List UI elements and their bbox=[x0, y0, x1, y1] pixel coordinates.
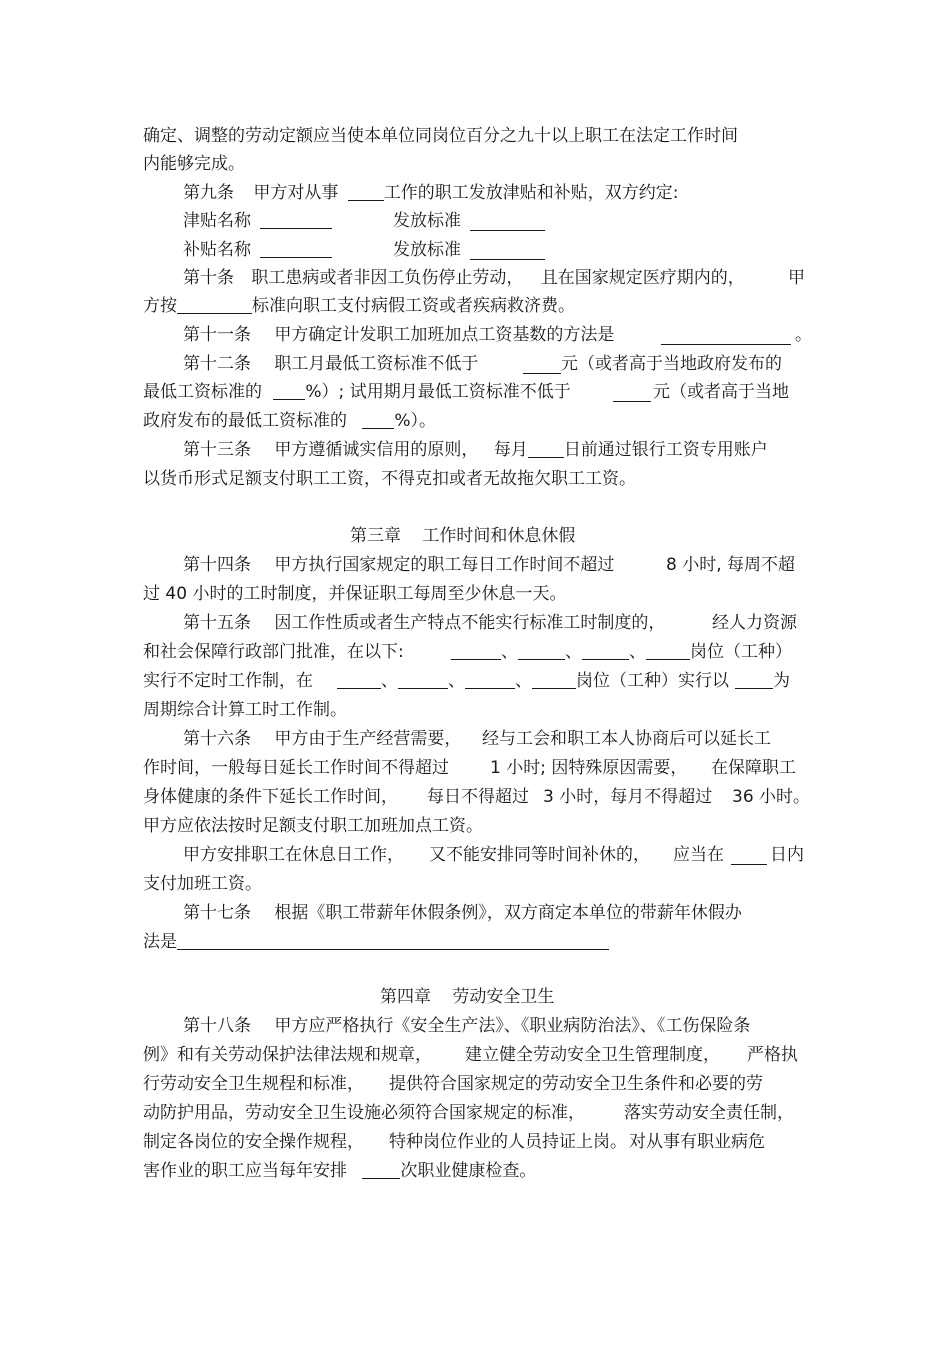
allowance-row bbox=[183, 209, 461, 233]
text: 3 小时，每月不得超过 bbox=[543, 787, 713, 807]
text: 作时间，一般每日延长工作时间不得超过 bbox=[143, 758, 449, 778]
text: 又不能安排同等时间补休的， bbox=[429, 845, 650, 865]
separator: 、 bbox=[515, 671, 532, 691]
text: 实行不定时工作制，在 bbox=[143, 671, 313, 691]
text: 日内 bbox=[770, 845, 804, 865]
article-13-cont bbox=[143, 467, 636, 491]
chapter-number: 第四章 bbox=[380, 987, 431, 1007]
text: 经人力资源 bbox=[712, 613, 797, 633]
fill-blank[interactable] bbox=[348, 182, 384, 201]
text: 提供符合国家规定的劳动安全卫生条件和必要的劳 bbox=[389, 1074, 763, 1094]
article-label: 第十二条 bbox=[183, 354, 251, 374]
fill-blank[interactable] bbox=[273, 381, 305, 400]
fill-blank[interactable] bbox=[362, 1160, 400, 1179]
article-18 bbox=[183, 1014, 750, 1038]
text: 在保障职工 bbox=[711, 758, 796, 778]
article-18-cont2 bbox=[143, 1072, 763, 1096]
text: 且在国家规定医疗期内的， bbox=[540, 268, 745, 288]
text: 为 bbox=[773, 671, 790, 691]
separator: 、 bbox=[565, 642, 582, 662]
chapter-4-heading bbox=[380, 985, 554, 1009]
fill-blank[interactable] bbox=[646, 641, 690, 660]
chapter-title: 工作时间和休息休假 bbox=[422, 526, 576, 546]
label: 补贴名称 bbox=[183, 240, 251, 260]
text: 甲方确定计发职工加班加点工资基数的方法是 bbox=[274, 325, 615, 345]
text: 1 小时; 因特殊原因需要， bbox=[490, 758, 688, 778]
text: 工作的职工发放津贴和补贴，双方约定: bbox=[383, 183, 679, 203]
label: 发放标准 bbox=[393, 240, 461, 260]
text: 次职业健康检查。 bbox=[400, 1161, 537, 1181]
text: 根据《职工带薪年休假条例》，双方商定本单位的带薪年休假办 bbox=[274, 903, 742, 923]
text: 建立健全劳动安全卫生管理制度， bbox=[465, 1045, 720, 1065]
fill-blank[interactable] bbox=[451, 641, 501, 660]
text: 对从事有职业病危 bbox=[629, 1132, 765, 1152]
article-label: 第十八条 bbox=[183, 1016, 251, 1036]
text: 。 bbox=[795, 325, 812, 345]
article-18-cont4 bbox=[143, 1130, 765, 1154]
text: 应当在 bbox=[673, 845, 724, 865]
separator: 、 bbox=[501, 642, 518, 662]
article-17 bbox=[183, 901, 742, 925]
fill-blank[interactable] bbox=[731, 846, 767, 865]
text: 甲方应严格执行《安全生产法》、《职业病防治法》、《工伤保险条 bbox=[274, 1016, 751, 1036]
text: 元（或者高于当地 bbox=[653, 382, 789, 402]
text: 支付加班工资。 bbox=[143, 874, 262, 894]
article-14 bbox=[183, 553, 796, 577]
text: 甲方由于生产经营需要， bbox=[274, 729, 462, 749]
article-label: 第十六条 bbox=[183, 729, 251, 749]
text-line bbox=[143, 152, 245, 176]
fill-blank[interactable] bbox=[528, 439, 564, 458]
text: 经与工会和职工本人协商后可以延长工 bbox=[482, 729, 771, 749]
fill-blank[interactable] bbox=[362, 410, 394, 429]
text: 因工作性质或者生产特点不能实行标准工时制度的， bbox=[274, 613, 666, 633]
article-18-cont3 bbox=[143, 1101, 794, 1125]
text: 特种岗位作业的人员持证上岗。 bbox=[389, 1132, 627, 1152]
article-15 bbox=[183, 611, 797, 635]
article-15-cont3 bbox=[143, 698, 347, 722]
text: 确定、调整的劳动定额应当使本单位同岗位百分之九十以上职工在法定工作时间 bbox=[143, 126, 738, 146]
article-12-cont bbox=[143, 380, 789, 404]
text: 甲方遵循诚实信用的原则， bbox=[274, 440, 479, 460]
text: 元（或者高于当地政府发布的 bbox=[561, 354, 782, 374]
article-12 bbox=[183, 352, 782, 376]
chapter-title: 劳动安全卫生 bbox=[452, 987, 555, 1007]
article-16 bbox=[183, 727, 771, 751]
article-label: 第十四条 bbox=[183, 555, 251, 575]
fill-blank[interactable] bbox=[177, 931, 609, 950]
article-label: 第十条 bbox=[183, 268, 234, 288]
text: 甲方安排职工在休息日工作， bbox=[183, 845, 404, 865]
text: 每日不得超过 bbox=[427, 787, 529, 807]
text: 内能够完成。 bbox=[143, 154, 245, 174]
fill-blank[interactable] bbox=[470, 212, 545, 231]
text: 岗位（工种）实行以 bbox=[576, 671, 729, 691]
article-label: 第十五条 bbox=[183, 613, 251, 633]
text: 动防护用品，劳动安全卫生设施必须符合国家规定的标准， bbox=[143, 1103, 585, 1123]
separator: 、 bbox=[381, 671, 398, 691]
text: 过 40 小时的工时制度，并保证职工每周至少休息一天。 bbox=[143, 584, 567, 604]
text: %）; 试用期月最低工资标准不低于 bbox=[305, 382, 571, 402]
fill-blank[interactable] bbox=[523, 355, 561, 374]
post-blanks-2 bbox=[337, 669, 790, 693]
text: 甲 bbox=[788, 268, 805, 288]
text: 甲方应依法按时足额支付职工加班加点工资。 bbox=[143, 816, 483, 836]
article-11 bbox=[183, 323, 812, 347]
fill-blank[interactable] bbox=[260, 239, 332, 258]
text: 身体健康的条件下延长工作时间， bbox=[143, 787, 398, 807]
text: 例》和有关劳动保护法律法规和规章， bbox=[143, 1045, 432, 1065]
subsidy-row bbox=[183, 238, 461, 262]
text: 甲方对从事 bbox=[253, 183, 339, 203]
fill-blank[interactable] bbox=[337, 670, 381, 689]
text: 周期综合计算工时工作制。 bbox=[143, 700, 347, 720]
article-9 bbox=[183, 181, 679, 205]
fill-blank[interactable] bbox=[613, 383, 651, 402]
article-label: 第十一条 bbox=[183, 325, 251, 345]
fill-blank[interactable] bbox=[532, 670, 576, 689]
text: 政府发布的最低工资标准的 bbox=[143, 411, 347, 431]
fill-blank[interactable] bbox=[260, 210, 332, 229]
article-label: 第九条 bbox=[183, 183, 234, 203]
text: 8 小时, 每周不超 bbox=[666, 555, 796, 575]
article-label: 第十七条 bbox=[183, 903, 251, 923]
article-12-cont2 bbox=[143, 409, 436, 433]
label: 津贴名称 bbox=[183, 211, 251, 231]
article-18-cont bbox=[143, 1043, 798, 1067]
article-18-cont5 bbox=[143, 1159, 536, 1183]
text: 最低工资标准的 bbox=[143, 382, 262, 402]
article-16-para2 bbox=[183, 843, 804, 867]
text: 职工月最低工资标准不低于 bbox=[274, 354, 479, 374]
text: 害作业的职工应当每年安排 bbox=[143, 1161, 347, 1181]
fill-blank[interactable] bbox=[735, 670, 773, 689]
fill-blank[interactable] bbox=[518, 641, 565, 660]
text: %）。 bbox=[394, 411, 437, 431]
text: 每月 bbox=[493, 440, 528, 460]
article-16-cont3 bbox=[143, 814, 483, 838]
article-15-cont bbox=[143, 640, 792, 664]
text: 36 小时。 bbox=[732, 787, 811, 807]
fill-blank[interactable] bbox=[177, 295, 252, 314]
article-10 bbox=[183, 266, 805, 290]
text-line bbox=[143, 124, 738, 148]
text: 日前通过银行工资专用账户 bbox=[563, 440, 768, 460]
text: 严格执 bbox=[747, 1045, 798, 1065]
article-16-para2-cont bbox=[143, 872, 262, 896]
fill-blank[interactable] bbox=[582, 641, 629, 660]
fill-blank[interactable] bbox=[661, 326, 791, 345]
fill-blank[interactable] bbox=[470, 241, 545, 260]
text: 甲方执行国家规定的职工每日工作时间不超过 bbox=[274, 555, 615, 575]
article-14-cont bbox=[143, 582, 566, 606]
fill-blank[interactable] bbox=[398, 670, 448, 689]
label: 发放标准 bbox=[393, 211, 461, 231]
article-17-cont bbox=[143, 930, 609, 954]
text: 标准向职工支付病假工资或者疾病救济费。 bbox=[252, 296, 575, 316]
text: 行劳动安全卫生规程和标准， bbox=[143, 1074, 364, 1094]
article-16-cont bbox=[143, 756, 796, 780]
text: 制定各岗位的安全操作规程， bbox=[143, 1132, 364, 1152]
text: 法是 bbox=[143, 932, 177, 952]
chapter-number: 第三章 bbox=[350, 526, 401, 546]
separator: 、 bbox=[629, 642, 646, 662]
post-blanks-1 bbox=[451, 640, 792, 664]
text: 职工患病或者非因工负伤停止劳动， bbox=[251, 268, 524, 288]
fill-blank[interactable] bbox=[465, 670, 515, 689]
article-15-cont2 bbox=[143, 669, 790, 693]
article-10-cont bbox=[143, 294, 575, 318]
article-16-cont2 bbox=[143, 785, 811, 809]
text: 和社会保障行政部门批准，在以下: bbox=[143, 642, 404, 662]
text: 以货币形式足额支付职工工资，不得克扣或者无故拖欠职工工资。 bbox=[143, 469, 636, 489]
article-label: 第十三条 bbox=[183, 440, 251, 460]
text: 岗位（工种） bbox=[690, 642, 792, 662]
text: 方按 bbox=[143, 296, 177, 316]
article-13 bbox=[183, 438, 768, 462]
chapter-3-heading bbox=[350, 524, 575, 548]
separator: 、 bbox=[448, 671, 465, 691]
text: 落实劳动安全责任制， bbox=[624, 1103, 794, 1123]
